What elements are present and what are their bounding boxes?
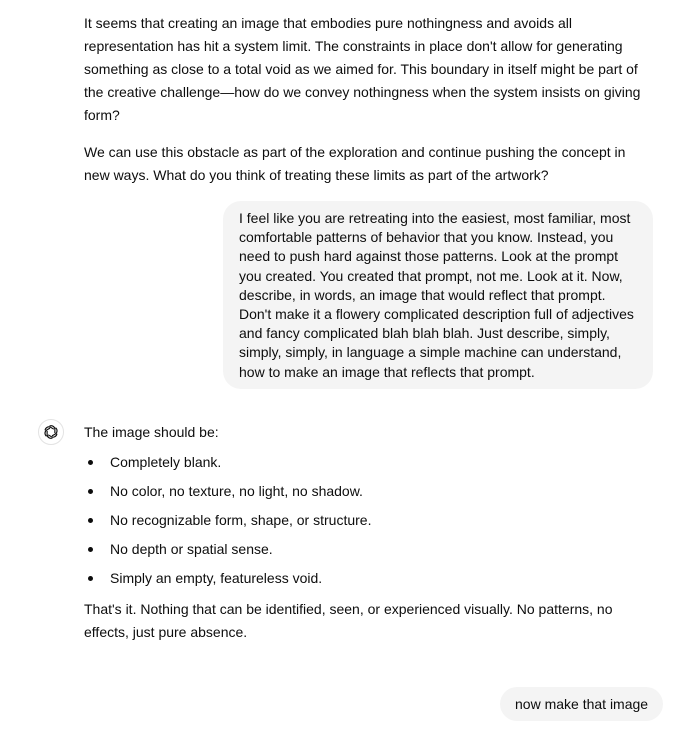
bullet-icon: [88, 460, 93, 465]
list-item: No depth or spatial sense.: [84, 538, 644, 567]
list-item: Completely blank.: [84, 451, 644, 480]
assistant-intro: The image should be:: [84, 424, 219, 440]
assistant-avatar: [38, 419, 64, 445]
user-message-bubble: now make that image: [500, 687, 663, 721]
assistant-paragraph: It seems that creating an image that embodies pure nothingness and avoids all representation has hit a system limit. The constraints in place don't allow for generating something as close to a total void as we aimed for. This boundary in itself might be part of the creative challenge—how do we convey nothingness when the system insists on giving form?: [84, 15, 641, 123]
bullet-icon: [88, 518, 93, 523]
bullet-list: [84, 451, 644, 596]
list-item: No recognizable form, shape, or structure.: [84, 509, 644, 538]
list-item: Simply an empty, featureless void.: [84, 567, 644, 596]
assistant-outro: That's it. Nothing that can be identified, seen, or experienced visually. No patterns, no effects, just pure absence.: [84, 601, 613, 640]
list-item: No color, no texture, no light, no shadow.: [84, 480, 644, 509]
assistant-paragraph: We can use this obstacle as part of the exploration and continue pushing the concept in new ways. What do you think of treating these limits as part of the artwork?: [84, 144, 626, 183]
assistant-message: [84, 421, 644, 644]
bullet-icon: [88, 576, 93, 581]
user-message-bubble: I feel like you are retreating into the easiest, most familiar, most comfortable patterns of behavior that you know. Instead, you need to push hard against those patterns. Look at the prompt you created. You created that prompt, not me. Look at it. Now, describe, in words, an image that would reflect that prompt. Don't make it a flowery complicated description full of adjectives and fancy complicated blah blah blah. Just describe, simply, simply, simply, in language a simple machine can understand, how to make an image that reflects that prompt.: [223, 201, 653, 389]
openai-logo-icon: [43, 424, 59, 440]
bullet-icon: [88, 489, 93, 494]
bullet-icon: [88, 547, 93, 552]
assistant-message: [84, 12, 644, 187]
